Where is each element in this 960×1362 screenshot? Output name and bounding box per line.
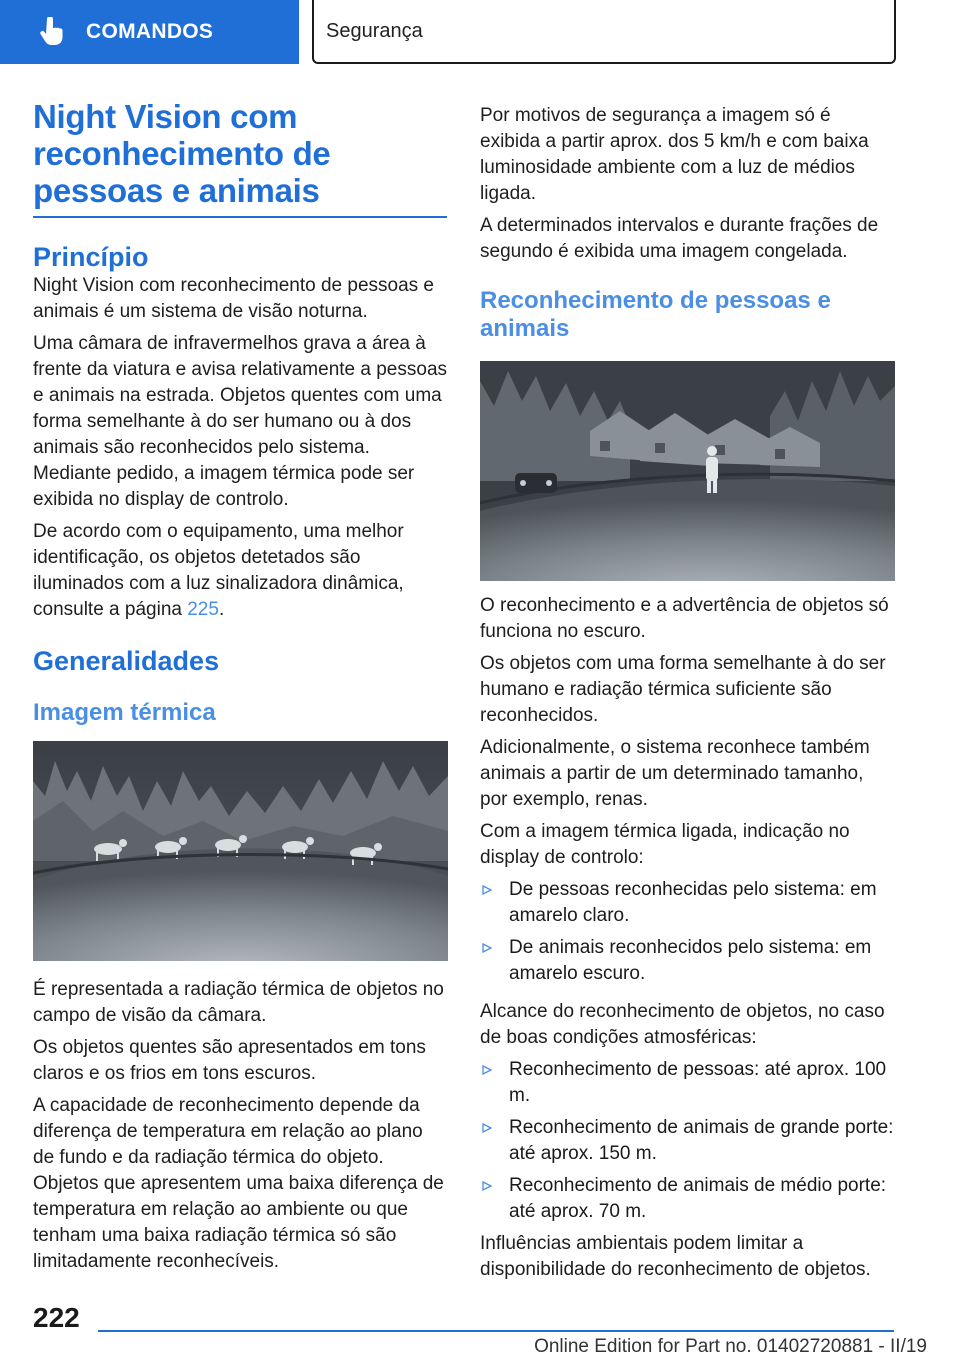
list-item-text: Reconhecimento de animais de médio porte: até aprox. 70 m.: [509, 1175, 887, 1222]
paragraph: É representada a radiação térmica de objetos no campo de visão da câmara.: [33, 979, 444, 1026]
section-header: [312, 0, 896, 64]
section-label: Segurança: [326, 19, 423, 42]
paragraph: Por motivos de segurança a imagem só é exibida a partir aprox. dos 5 km/h e com baixa luminosidade ambiente com a luz de médios ligada.: [480, 105, 869, 204]
list-item: [480, 935, 896, 987]
paragraph: Com a imagem térmica ligada, indicação no display de controlo:: [480, 821, 850, 868]
paragraph: O reconhecimento e a advertência de objetos só funciona no escuro.: [480, 595, 889, 642]
triangle-bullet-icon: [482, 943, 492, 953]
car-shape: [515, 473, 557, 493]
heading-imagem-termica: Imagem térmica: [33, 699, 216, 726]
paragraph: A determinados intervalos e durante frações de segundo é exibida uma imagem congelada.: [480, 215, 879, 262]
heading-principio: Princípio: [33, 242, 149, 272]
paragraph: Influências ambientais podem limitar a disponibilidade do reconhecimento de objetos.: [480, 1233, 871, 1280]
list-item: [480, 1173, 896, 1225]
bullet-list: [480, 1057, 896, 1225]
triangle-bullet-icon: [482, 1123, 492, 1133]
left-column: [33, 98, 447, 1281]
heading-generalidades: Generalidades: [33, 646, 220, 676]
edition-label: Online Edition for Part no. 01402720881 - II/19: [534, 1336, 927, 1357]
paragraph: Os objetos com uma forma semelhante à do ser humano e radiação térmica suficiente são reconhecidos.: [480, 653, 886, 726]
list-item: [480, 877, 896, 929]
paragraph: Adicionalmente, o sistema reconhece também animais a partir de um determinado tamanho, por exemplo, renas.: [480, 737, 870, 810]
list-item: [480, 1057, 896, 1109]
list-item-text: Reconhecimento de pessoas: até aprox. 100 m.: [509, 1059, 887, 1106]
hand-pointer-icon: [38, 17, 66, 47]
page-number: 222: [33, 1302, 80, 1333]
paragraph: Uma câmara de infravermelhos grava a área à frente da viatura e avisa relativamente a pessoas e animais na estrada. Objetos quentes com uma forma semelhante à do ser humano ou à dos animais são reconhecidos pelo sistema. Mediante pedido, a imagem térmica pode ser exibida no display de controlo.: [33, 333, 448, 510]
paragraph: [33, 519, 447, 623]
heading-reconhecimento: Reconhecimento de pessoas e animais: [480, 287, 831, 342]
right-column: [480, 103, 896, 1289]
paragraph-text: .: [218, 599, 225, 620]
paragraph: A capacidade de reconhecimento depende da diferença de temperatura em relação ao plano de fundo e da radiação térmica do objeto. Objetos que apresentem uma baixa diferença de temperatura em relação ao ambiente ou que tenham uma baixa radiação térmica só são limitadamente reconhecíveis.: [33, 1095, 444, 1272]
thermal-image-animals: [33, 741, 448, 961]
paragraph: Os objetos quentes são apresentados em tons claros e os frios em tons escuros.: [33, 1037, 426, 1084]
list-item-text: Reconhecimento de animais de grande porte: até aprox. 150 m.: [509, 1117, 894, 1164]
chapter-tab[interactable]: [0, 0, 299, 64]
page-title: Night Vision com reconhecimento de pessoas e animais: [33, 98, 331, 209]
page-link[interactable]: 225: [187, 599, 219, 620]
triangle-bullet-icon: [482, 885, 492, 895]
footer-divider: [98, 1330, 894, 1332]
chapter-label: COMANDOS: [86, 20, 214, 43]
triangle-bullet-icon: [482, 1065, 492, 1075]
thermal-image-person-car: [480, 361, 895, 581]
list-item: [480, 1115, 896, 1167]
paragraph: Alcance do reconhecimento de objetos, no caso de boas condições atmosféricas:: [480, 1001, 885, 1048]
list-item-text: De pessoas reconhecidas pelo sistema: em amarelo claro.: [509, 879, 877, 926]
paragraph-text: De acordo com o equipamento, uma melhor identificação, os objetos detetados são iluminados com a luz sinalizadora dinâmica, consulte a página: [33, 521, 404, 620]
list-item-text: De animais reconhecidos pelo sistema: em amarelo escuro.: [509, 937, 872, 984]
paragraph: Night Vision com reconhecimento de pessoas e animais é um sistema de visão noturna.: [33, 275, 434, 322]
title-divider: [33, 216, 447, 218]
triangle-bullet-icon: [482, 1181, 492, 1191]
bullet-list: [480, 877, 896, 987]
